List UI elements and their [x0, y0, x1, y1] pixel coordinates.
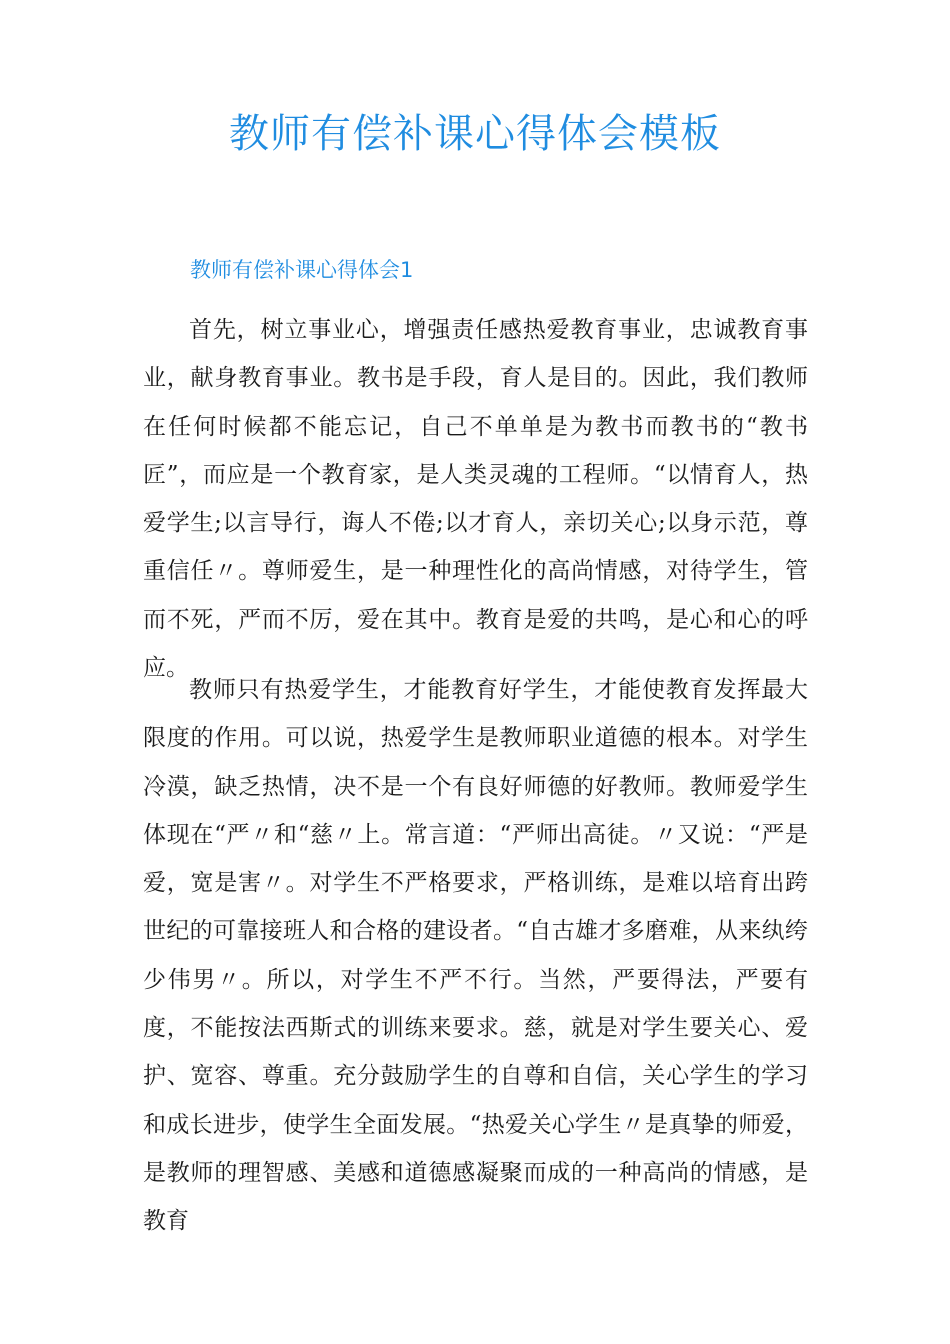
- section-heading: 教师有偿补课心得体会1: [190, 258, 414, 282]
- body-paragraph: 教师只有热爱学生，才能教育好学生，才能使教育发挥最大限度的作用。可以说，热爱学生是教师职业道德的根本。对学生冷漠，缺乏热情，决不是一个有良好师德的好教师。教师爱学生体现在“严〃和“慈〃上。常言道：“严师出高徒。〃又说：“严是爱，宽是害〃。对学生不严格要求，严格训练，是难以培育出跨世纪的可靠接班人和合格的建设者。“自古雄才多磨难，从来纨绔少伟男〃。所以，对学生不严不行。当然，严要得法，严要有度，不能按法西斯式的训练来要求。慈，就是对学生要关心、爱护、宽容、尊重。充分鼓励学生的自尊和自信，关心学生的学习和成长进步，使学生全面发展。“热爱关心学生〃是真挚的师爱，是教师的理智感、美感和道德感凝聚而成的一种高尚的情感，是教育: [143, 677, 808, 1235]
- body-paragraph: 首先，树立事业心，增强责任感热爱教育事业，忠诚教育事业，献身教育事业。教书是手段，育人是目的。因此，我们教师在任何时候都不能忘记，自己不单单是为教书而教书的“教书匠”，而应是一个教育家，是人类灵魂的工程师。“以情育人，热爱学生;以言导行，诲人不倦;以才育人，亲切关心;以身示范，尊重信任〃。尊师爱生，是一种理性化的高尚情感，对待学生，管而不死，严而不厉，爱在其中。教育是爱的共鸣，是心和心的呼应。: [143, 317, 808, 682]
- document-title: 教师有偿补课心得体会模板: [229, 111, 721, 157]
